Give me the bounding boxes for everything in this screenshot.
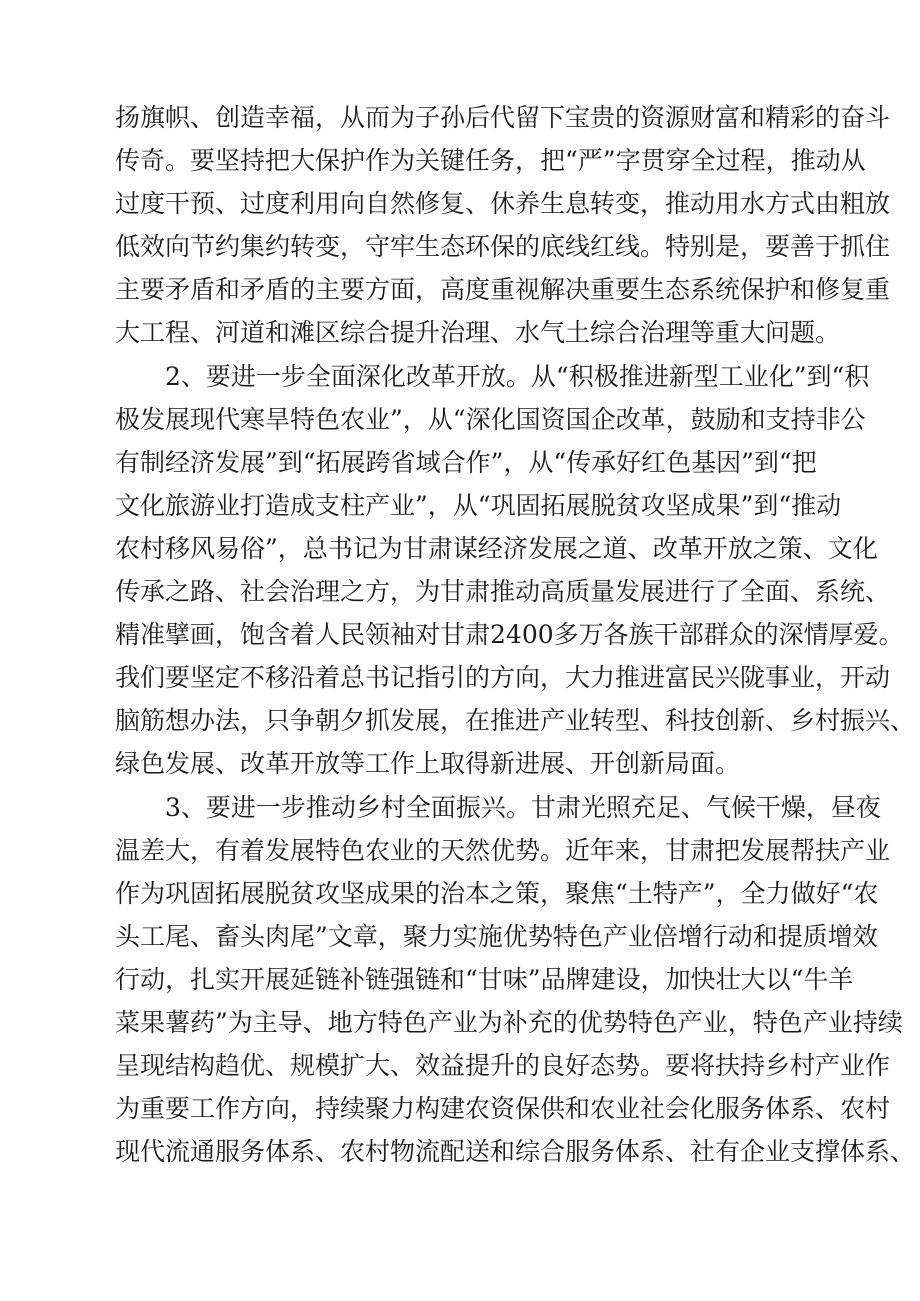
text-line-content: 低效向节约集约转变，守牢生态环保的底线红线。特别是，要善于抓住 xyxy=(115,232,891,261)
text-line-content: 行动，扎实开展延链补链强链和“甘味”品牌建设，加快壮大以“牛羊 xyxy=(115,965,854,994)
text-line-content: 作为巩固拓展脱贫攻坚成果的治本之策，聚焦“土特产”，全力做好“农 xyxy=(115,879,879,908)
text-line xyxy=(0,656,920,700)
text-line xyxy=(0,872,920,916)
text-line-content: 头工尾、畜头肉尾”文章，聚力实施优势特色产业倍增行动和提质增效 xyxy=(115,922,878,951)
text-line xyxy=(0,613,920,657)
text-line xyxy=(0,829,920,873)
text-line xyxy=(0,96,920,140)
section-heading-line xyxy=(0,355,920,399)
text-line xyxy=(0,742,920,786)
text-line xyxy=(0,570,920,614)
text-line-content: 主要矛盾和矛盾的主要方面，高度重视解决重要生态系统保护和修复重 xyxy=(115,275,891,304)
text-line-content: 为重要工作方向，持续聚力构建农资保供和农业社会化服务体系、农村 xyxy=(115,1094,891,1123)
text-line xyxy=(0,1001,920,1045)
text-line-content: 现代流通服务体系、农村物流配送和综合服务体系、社有企业支撑体系、 xyxy=(115,1137,916,1166)
text-line xyxy=(0,1044,920,1088)
text-line-content: 我们要坚定不移沿着总书记指引的方向，大力推进富民兴陇事业，开动 xyxy=(115,663,891,692)
text-line-content: 绿色发展、改革开放等工作上取得新进展、开创新局面。 xyxy=(115,749,741,778)
text-line xyxy=(0,1130,920,1174)
text-line xyxy=(0,958,920,1002)
text-line xyxy=(0,139,920,183)
section-heading-content: 2、要进一步全面深化改革开放。从“积极推进新型工业化”到“积 xyxy=(165,362,870,391)
text-line-content: 大工程、河道和滩区综合提升治理、水气土综合治理等重大问题。 xyxy=(115,318,841,347)
text-line xyxy=(0,699,920,743)
text-line xyxy=(0,484,920,528)
text-line-content: 呈现结构趋优、规模扩大、效益提升的良好态势。要将扶持乡村产业作 xyxy=(115,1051,891,1080)
text-line-content: 极发展现代寒旱特色农业”，从“深化国资国企改革，鼓励和支持非公 xyxy=(115,405,866,434)
text-line xyxy=(0,441,920,485)
text-line-content: 文化旅游业打造成支柱产业”，从“巩固拓展脱贫攻坚成果”到“推动 xyxy=(115,491,842,520)
text-line-content: 精准擘画，饱含着人民领袖对甘肃2400多万各族干部群众的深情厚爱。 xyxy=(115,620,904,649)
text-line-content: 农村移风易俗”，总书记为甘肃谋经济发展之道、改革开放之策、文化 xyxy=(115,534,878,563)
text-line xyxy=(0,311,920,355)
text-line-content: 传承之路、社会治理之方，为甘肃推动高质量发展进行了全面、系统、 xyxy=(115,577,891,606)
text-line xyxy=(0,1087,920,1131)
text-line-content: 温差大，有着发展特色农业的天然优势。近年来，甘肃把发展帮扶产业 xyxy=(115,836,891,865)
text-line-content: 扬旗帜、创造幸福，从而为子孙后代留下宝贵的资源财富和精彩的奋斗 xyxy=(115,103,891,132)
section-heading-content: 3、要进一步推动乡村全面振兴。甘肃光照充足、气候干燥，昼夜 xyxy=(165,793,881,822)
text-line-content: 传奇。要坚持把大保护作为关键任务，把“严”字贯穿全过程，推动从 xyxy=(115,146,866,175)
text-line-content: 菜果薯药”为主导、地方特色产业为补充的优势特色产业，特色产业持续 xyxy=(115,1008,903,1037)
text-line xyxy=(0,268,920,312)
text-line xyxy=(0,182,920,226)
text-line-content: 过度干预、过度利用向自然修复、休养生息转变，推动用水方式由粗放 xyxy=(115,189,891,218)
text-line xyxy=(0,527,920,571)
text-line-content: 脑筋想办法，只争朝夕抓发展，在推进产业转型、科技创新、乡村振兴、 xyxy=(115,706,916,735)
text-line xyxy=(0,915,920,959)
text-line-content: 有制经济发展”到“拓展跨省域合作”，从“传承好红色基因”到“把 xyxy=(115,448,817,477)
text-line xyxy=(0,398,920,442)
text-line xyxy=(0,225,920,269)
section-heading-line xyxy=(0,786,920,830)
